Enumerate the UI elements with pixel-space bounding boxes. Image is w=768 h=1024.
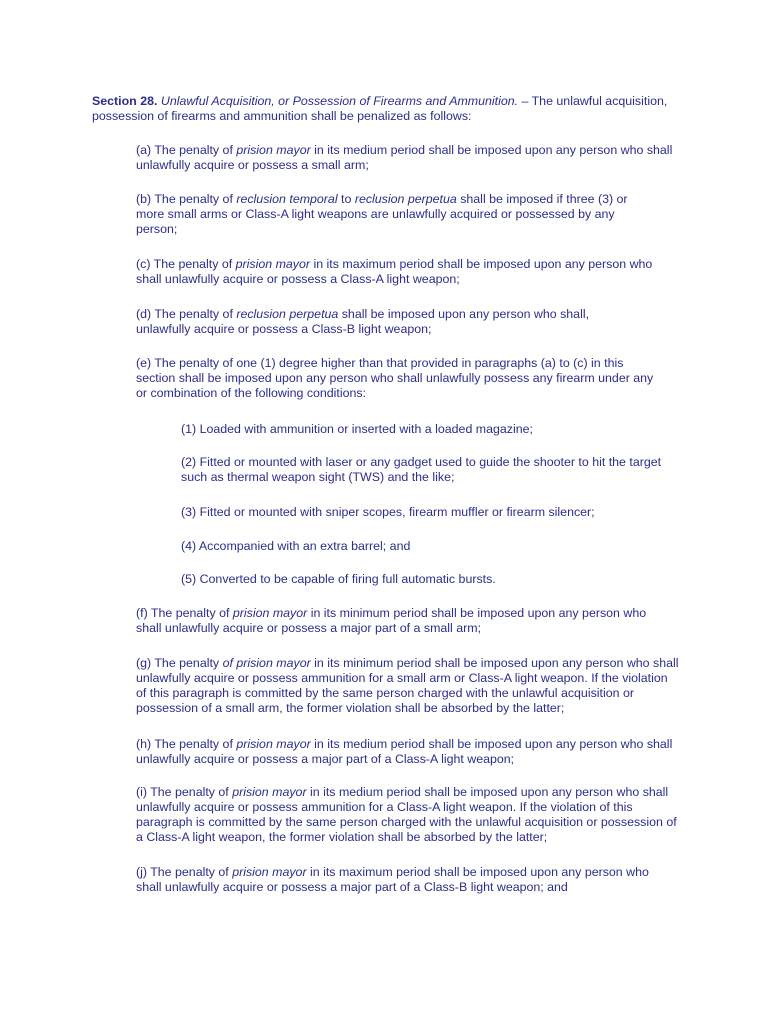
paragraph-text: in its maximum period shall be imposed upon any person who shall unlawfully acquire or possess a major part of a Class-B light weapon; and	[136, 865, 649, 894]
paragraph-text: shall be imposed if three (3) or more small arms or Class-A light weapons are unlawfully acquired or possessed by any person;	[136, 192, 628, 236]
paragraph-b	[136, 192, 636, 237]
condition-5	[181, 572, 661, 587]
condition-text: (4) Accompanied with an extra barrel; and	[181, 539, 411, 553]
condition-text: (1) Loaded with ammunition or inserted with a loaded magazine;	[181, 422, 533, 436]
paragraph-text: in its medium period shall be imposed upon any person who shall unlawfully acquire or possess ammunition for a Class-A light weapon. If the violation of this paragraph is committed by the same person charged with the unlawful acquisition or possession of a Class-A light weapon, the former violation shall be absorbed by the latter;	[136, 785, 677, 844]
paragraph-text: in its maximum period shall be imposed upon any person who shall unlawfully acquire or possess a Class-A light weapon;	[136, 257, 653, 286]
paragraph-text: in its medium period shall be imposed upon any person who shall unlawfully acquire or possess a major part of a Class-A light weapon;	[136, 737, 673, 766]
paragraph-emphasis: prision mayor	[232, 785, 307, 799]
paragraph-emphasis: prision mayor	[236, 143, 311, 157]
paragraph-text: (f) The penalty of	[136, 606, 233, 620]
paragraph-emphasis: prision mayor	[232, 865, 307, 879]
section-number: Section 28.	[92, 94, 158, 108]
section-title: Unlawful Acquisition, or Possession of Firearms and Ammunition.	[160, 94, 519, 108]
paragraph-emphasis: prision mayor	[235, 257, 311, 271]
paragraph-a	[136, 143, 681, 173]
condition-3	[181, 505, 661, 520]
paragraph-emphasis: reclusion perpetua	[354, 192, 457, 206]
paragraph-text: (g) The penalty	[136, 656, 223, 670]
paragraph-d	[136, 307, 631, 337]
paragraph-emphasis: prision mayor	[232, 606, 308, 620]
paragraph-e	[136, 356, 661, 401]
paragraph-text: (e) The penalty of one (1) degree higher than that provided in paragraphs (a) to (c) in this section shall be imposed upon any person who shall unlawfully possess any firearm under any or combination of the following conditions:	[136, 356, 654, 400]
condition-text: (3) Fitted or mounted with sniper scopes, firearm muffler or firearm silencer;	[181, 505, 595, 519]
condition-2	[181, 455, 666, 485]
paragraph-h	[136, 737, 686, 767]
paragraph-g	[136, 656, 681, 716]
condition-text: (5) Converted to be capable of firing full automatic bursts.	[181, 572, 496, 586]
paragraph-text: (c) The penalty of	[136, 257, 236, 271]
paragraph-j	[136, 865, 676, 895]
paragraph-text: shall be imposed upon any person who shall, unlawfully acquire or possess a Class-B light weapon;	[136, 307, 590, 336]
paragraph-text: (i) The penalty of	[136, 785, 233, 799]
paragraph-emphasis: of prision mayor	[222, 656, 311, 670]
paragraph-i	[136, 785, 681, 845]
paragraph-text: to	[337, 192, 355, 206]
paragraph-text: in its minimum period shall be imposed upon any person who shall unlawfully acquire or possess ammunition for a small arm or Class-A light weapon. If the violation of this paragraph is committed by the same person charged with the unlawful acquisition or possession of a small arm, the former violation shall be absorbed by the latter;	[136, 656, 679, 715]
section-intro: – The unlawful acquisition, possession of firearms and ammunition shall be penalized as follows:	[92, 94, 668, 123]
paragraph-text: (d) The penalty of	[136, 307, 237, 321]
paragraph-text: in its minimum period shall be imposed upon any person who shall unlawfully acquire or possess a major part of a small arm;	[136, 606, 647, 635]
paragraph-emphasis: reclusion temporal	[236, 192, 338, 206]
paragraph-text: (a) The penalty of	[136, 143, 237, 157]
paragraph-text: (j) The penalty of	[136, 865, 233, 879]
paragraph-text: (h) The penalty of	[136, 737, 237, 751]
paragraph-f	[136, 606, 666, 636]
paragraph-c	[136, 257, 666, 287]
condition-4	[181, 539, 661, 554]
condition-1	[181, 422, 661, 437]
section-heading	[92, 94, 692, 124]
condition-text: (2) Fitted or mounted with laser or any gadget used to guide the shooter to hit the target such as thermal weapon sight (TWS) and the like;	[181, 455, 662, 484]
paragraph-text: (b) The penalty of	[136, 192, 237, 206]
paragraph-text: in its medium period shall be imposed upon any person who shall unlawfully acquire or possess a small arm;	[136, 143, 673, 172]
paragraph-emphasis: prision mayor	[236, 737, 311, 751]
paragraph-emphasis: reclusion perpetua	[236, 307, 339, 321]
